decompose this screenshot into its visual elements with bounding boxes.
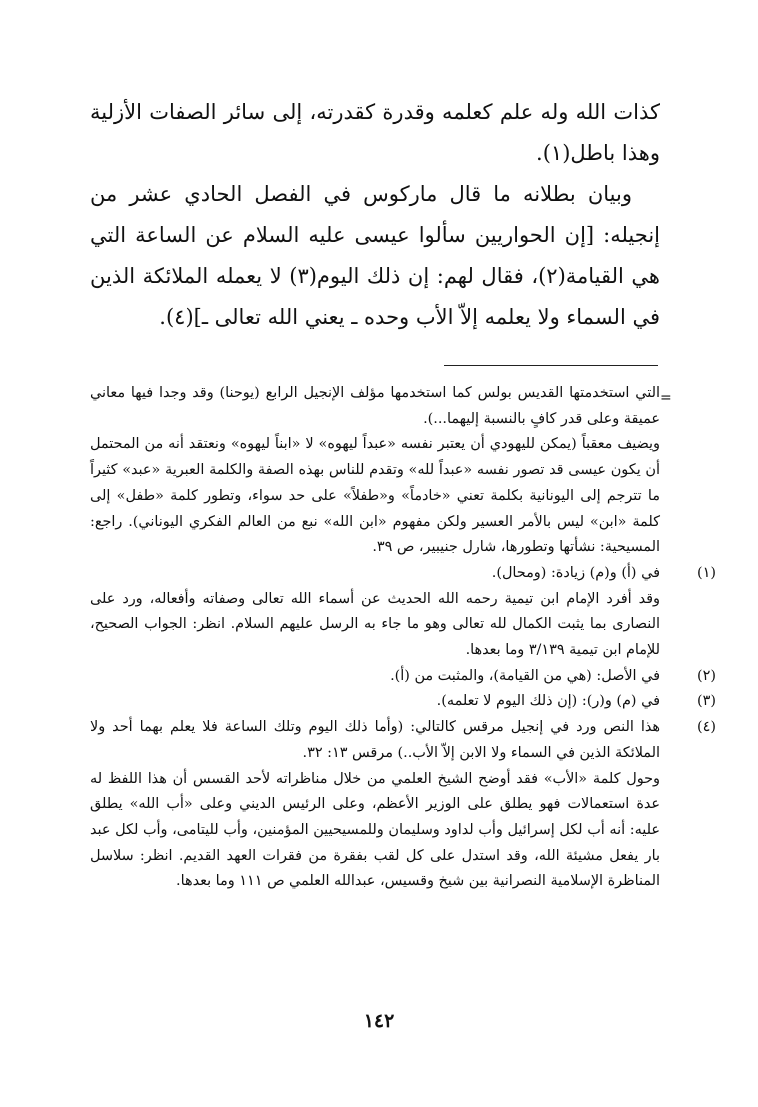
footnotes xyxy=(90,381,716,895)
footnote-number: (١) xyxy=(697,564,716,581)
footnote-4 xyxy=(90,715,716,895)
continuation-mark: = xyxy=(660,390,672,406)
footnote-2 xyxy=(90,664,716,690)
main-paragraph-2: وبيان بطلانه ما قال ماركوس في الفصل الحادي عشر من إنجيله: [إن الحواريين سألوا عيسى عليه السلام عن الساعة التي هي القيامة(٢)، فقال لهم: إن ذلك اليوم(٣) لا يعمله الملائكة الذين في السماء ولا يعلمه إلاّ الأب وحده ـ يعني الله تعالى ـ](٤). xyxy=(90,182,661,329)
main-paragraph-1: كذات الله وله علم كعلمه وقدرة كقدرته، إلى سائر الصفات الأزلية وهذا باطل(١). xyxy=(90,100,660,165)
footnote-number: (٣) xyxy=(697,693,716,710)
footnote-separator xyxy=(444,365,658,366)
footnote-text: في (م) و(ر): (إن ذلك اليوم لا تعلمه). xyxy=(436,693,660,710)
footnote-continued xyxy=(90,381,660,561)
footnote-text: هذا النص ورد في إنجيل مرقس كالتالي: (وأما ذلك اليوم وتلك الساعة فلا يعلم بهما أحد ولا الملائكة الذين في السماء ولا الابن إلاّ الأب..) مرقس ١٣: ٣٢. وحول كلمة «الأب» فقد أوضح الشيخ العلمي من خلال مناظراته لأحد القسس أن هذا اللفظ له عدة استعمالات فهو يطلق على الوزير الأعظم، وعلى الرئيس الديني وعلى «أب الله» يطلق عليه: أنه أب لكل إسرائيل وأب لداود وسليمان وللمسيحيين المؤمنين، وأب لليتامى، وأب لكل عبد بار يفعل مشيئة الله، وقد استدل على كل لقب بفقرة من فقرات العهد القديم. انظر: سلاسل المناظرة الإسلامية النصرانية بين شيخ وقسيس، عبدالله العلمي ص ١١١ وما بعدها. xyxy=(90,719,660,890)
footnote-3 xyxy=(90,689,716,715)
footnote-number: (٤) xyxy=(697,719,716,736)
footnote-text: في (أ) و(م) زيادة: (ومحال). وقد أفرد الإمام ابن تيمية رحمه الله الحديث عن أسماء الله تعالى وصفاته وأفعاله، ورد على النصارى بما يثبت الكمال لله تعالى وهو ما جاء به الرسل عليهم السلام. انظر: الجواب الصحيح، للإمام ابن تيمية ٣/١٣٩ وما بعدها. xyxy=(90,564,660,659)
main-text xyxy=(90,92,660,338)
footnote-number: (٢) xyxy=(697,667,716,684)
footnote-text: في الأصل: (هي من القيامة)، والمثبت من (أ). xyxy=(390,667,660,684)
footnote-1 xyxy=(90,561,716,664)
page-number: ١٤٢ xyxy=(363,1010,395,1032)
footnote-continued-text: التي استخدمتها القديس بولس كما استخدمها مؤلف الإنجيل الرابع (يوحنا) وقد وجدا فيها معاني عميقة وعلى قدر كافٍ بالنسبة إليهما...). ويضيف معقباً (يمكن لليهودي أن يعتبر نفسه «عبداً ليهوه» لا «ابناً ليهوه» ونعتقد أنه من المحتمل أن يكون عيسى قد تصور نفسه «عبداً لله» وتقدم للناس بهذه الصفة والكلمة العبرية «عبد» كثيراً ما تترجم إلى اليونانية بكلمة تعني «خادماً» و«طفلاً» على حد سواء، وتطور كلمة «طفل» إلى كلمة «ابن» ليس بالأمر العسير ولكن مفهوم «ابن الله» نبع من العالم الفكري اليوناني). راجع: المسيحية: نشأتها وتطورها، شارل جنيبير، ص ٣٩. xyxy=(90,385,660,556)
